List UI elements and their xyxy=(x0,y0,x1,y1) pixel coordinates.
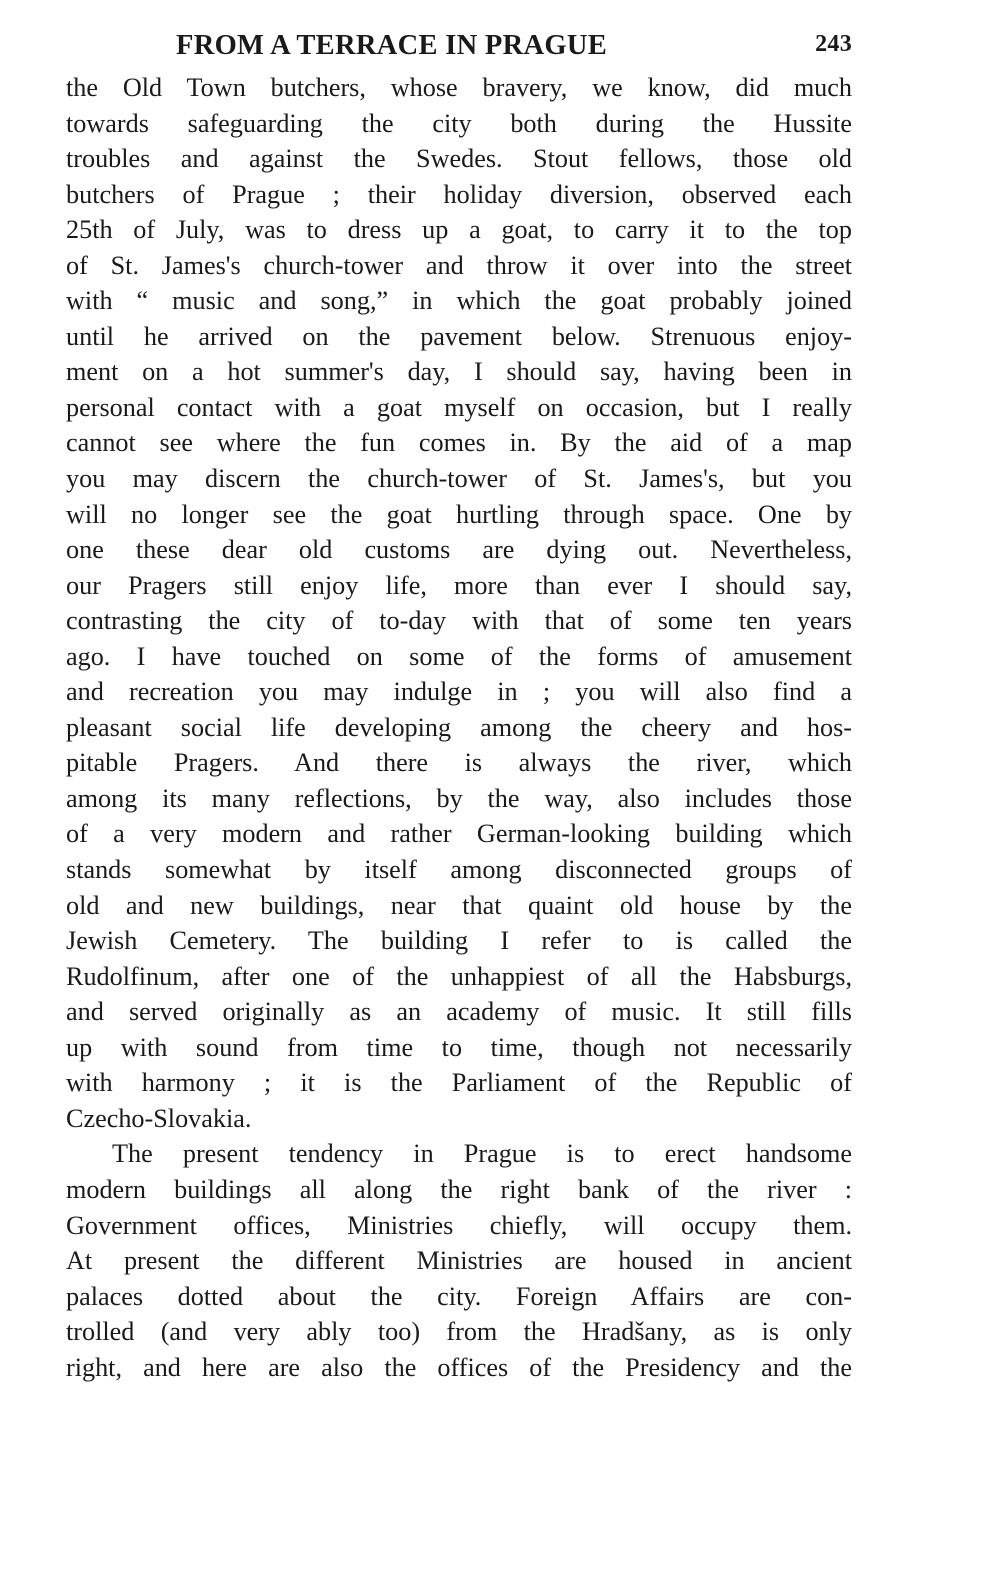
text-line: our Pragers still enjoy life, more than ever I should say, xyxy=(66,570,852,600)
text-line: will no longer see the goat hurtling through space. One by xyxy=(66,499,852,529)
text-line: At present the different Ministries are housed in ancient xyxy=(66,1246,852,1276)
text-line: one these dear old customs are dying out. Nevertheless, xyxy=(66,535,852,565)
text-line: the Old Town butchers, whose bravery, we know, did much xyxy=(66,73,852,102)
text-line: until he arrived on the pavement below. Strenuous enjoy- xyxy=(66,321,852,351)
text-line: Rudolfinum, after one of the unhappiest of all the Habsburgs, xyxy=(66,961,852,991)
text-line: ago. I have touched on some of the forms of amusement xyxy=(66,641,852,671)
text-line: you may discern the church-tower of St. James's, but you xyxy=(66,464,852,494)
text-line: stands somewhat by itself among disconnected groups of xyxy=(66,855,852,885)
text-line: troubles and against the Swedes. Stout fellows, those old xyxy=(66,144,852,174)
text-line: old and new buildings, near that quaint old house by the xyxy=(66,890,852,920)
text-line: trolled (and very ably too) from the Hradšany, as is only xyxy=(66,1317,852,1347)
text-line: Jewish Cemetery. The building I refer to is called the xyxy=(66,926,852,956)
text-line: The present tendency in Prague is to erect handsome xyxy=(112,1139,852,1169)
text-line: Government offices, Ministries chiefly, will occupy them. xyxy=(66,1210,852,1240)
text-line: butchers of Prague ; their holiday diversion, observed each xyxy=(66,179,852,209)
text-line: modern buildings all along the right bank of the river : xyxy=(66,1174,852,1204)
text-line: personal contact with a goat myself on occasion, but I really xyxy=(66,392,852,422)
text-line: and served originally as an academy of music. It still fills xyxy=(66,997,852,1027)
book-page xyxy=(66,26,852,1385)
text-line: and recreation you may indulge in ; you will also find a xyxy=(66,677,852,707)
text-line: 25th of July, was to dress up a goat, to carry it to the top xyxy=(66,215,852,245)
text-line: Czecho-Slovakia. xyxy=(66,1103,252,1133)
paragraph-1 xyxy=(66,70,852,1136)
page-number: 243 xyxy=(815,31,852,57)
paragraph-2 xyxy=(66,1136,852,1385)
text-line: up with sound from time to time, though not necessarily xyxy=(66,1032,852,1062)
text-line: right, and here are also the offices of the Presidency and the xyxy=(66,1352,852,1382)
text-line: pitable Pragers. And there is always the river, which xyxy=(66,748,852,778)
text-line: among its many reflections, by the way, also includes those xyxy=(66,783,852,813)
body-text xyxy=(66,70,852,1385)
text-line: cannot see where the fun comes in. By the aid of a map xyxy=(66,428,852,458)
text-line: contrasting the city of to-day with that of some ten years xyxy=(66,606,852,636)
text-line: of a very modern and rather German-looking building which xyxy=(66,819,852,849)
text-line: palaces dotted about the city. Foreign Affairs are con- xyxy=(66,1281,852,1311)
text-line: with harmony ; it is the Parliament of the Republic of xyxy=(66,1068,852,1098)
running-title: FROM A TERRACE IN PRAGUE xyxy=(176,30,608,61)
text-line: ment on a hot summer's day, I should say, having been in xyxy=(66,357,852,387)
text-line: of St. James's church-tower and throw it over into the street xyxy=(66,250,852,280)
text-line: towards safeguarding the city both during the Hussite xyxy=(66,108,852,138)
text-line: with “ music and song,” in which the goat probably joined xyxy=(66,286,852,316)
page-header xyxy=(66,26,852,70)
text-line: pleasant social life developing among the cheery and hos- xyxy=(66,712,852,742)
